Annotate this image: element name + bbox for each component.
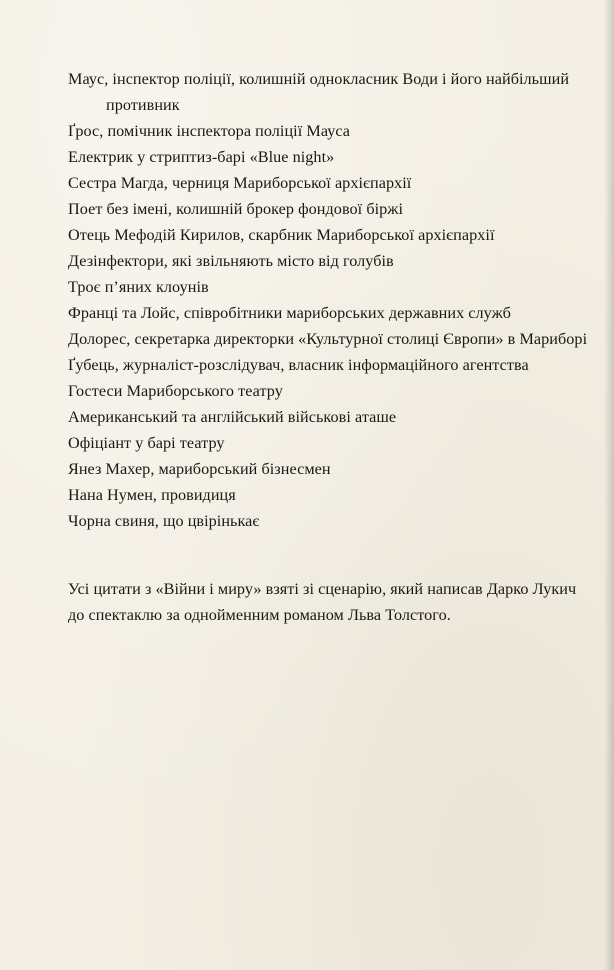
cast-item: Чорна свиня, що цвірінькає bbox=[68, 512, 260, 530]
cast-item: Франці та Лойс, співробітники мариборських державних служб bbox=[68, 304, 511, 322]
cast-item: Отець Мефодій Кирилов, скарбник Мариборської архієпархії bbox=[68, 226, 495, 244]
cast-item: Сестра Магда, черниця Мариборської архієпархії bbox=[68, 174, 412, 192]
cast-item: Янез Махер, мариборський бізнесмен bbox=[68, 460, 331, 478]
cast-item: Нана Нумен, провидиця bbox=[68, 486, 236, 504]
page-edge-shadow bbox=[604, 0, 614, 970]
cast-item: Американський та англійський військові аташе bbox=[68, 408, 397, 426]
cast-item: Маус, інспектор поліції, колишній однокласник Води і його найбільший противник bbox=[68, 70, 570, 114]
page-content bbox=[68, 66, 588, 644]
cast-item: Долорес, секретарка директорки «Культурної столиці Європи» в Мариборі bbox=[68, 330, 588, 348]
cast-item: Електрик у стриптиз-барі «Blue night» bbox=[68, 148, 335, 166]
citation-note: Усі цитати з «Війни і миру» взяті зі сценарію, який написав Дарко Лукич до спектаклю за однойменним романом Льва Толстого. bbox=[68, 580, 577, 624]
cast-item: Ґрос, помічник інспектора поліції Мауса bbox=[68, 122, 351, 140]
cast-item: Дезінфектори, які звільняють місто від голубів bbox=[68, 252, 394, 270]
cast-item: Офіціант у барі театру bbox=[68, 434, 225, 452]
cast-item: Троє п’яних клоунів bbox=[68, 278, 209, 296]
cast-item: Поет без імені, колишній брокер фондової біржі bbox=[68, 200, 404, 218]
cast-item: Гостеси Мариборського театру bbox=[68, 382, 283, 400]
cast-list bbox=[68, 66, 588, 534]
cast-item: Ґубець, журналіст-розслідувач, власник інформаційного агентства bbox=[68, 356, 529, 374]
